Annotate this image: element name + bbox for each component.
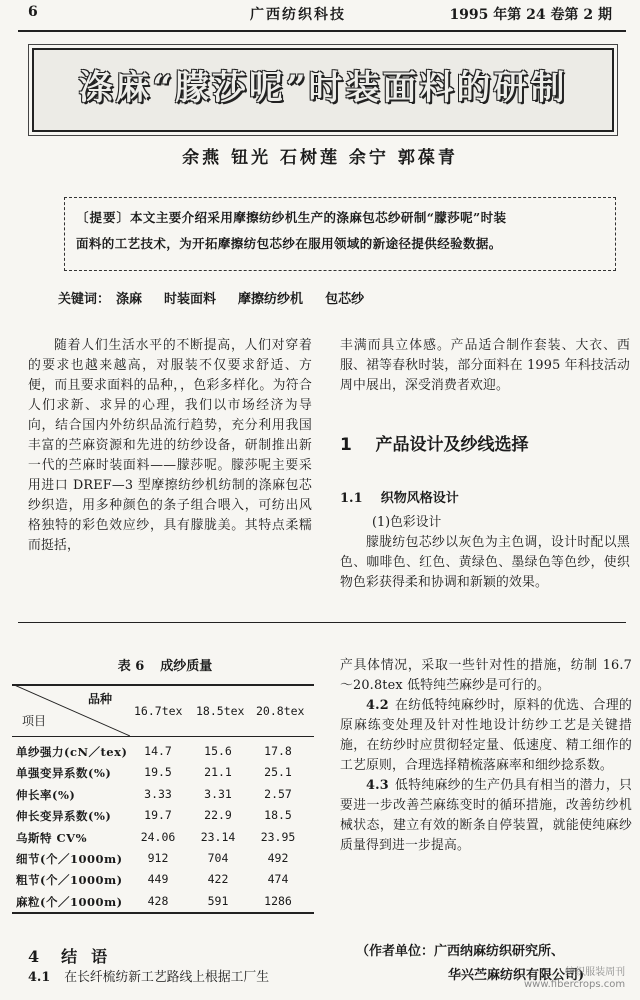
keyword: 时装面料 (164, 292, 217, 307)
table-cell: 22.9 (204, 808, 232, 823)
intro-column (28, 336, 312, 556)
color-design-text: 朦胧纺包芯纱以灰色为主色调，设计时配以黑色、咖啡色、红色、黄绿色、墨绿色等色纱，使织物色彩获得柔和协调和新颖的效果。 (340, 535, 630, 590)
table-cell: 3.31 (204, 786, 232, 801)
item-4-3-text: 低特纯麻纱的生产仍具有相当的潜力，只要进一步改善苎麻练变时的循环措施，改善纺纱机械状态，建立有效的断条自停装置，就能使纯麻纱质量得到进一步提高。 (340, 778, 632, 853)
article-title: 涤麻“朦莎呢”时装面料的研制 (78, 68, 568, 108)
table-cell: 18.5 (264, 808, 292, 823)
conclusion-column (340, 656, 632, 856)
table-column-header: 20.8tex (256, 704, 305, 718)
table-cell: 14.7 (144, 744, 172, 758)
table-header-variety: 品种 (88, 692, 113, 706)
keyword: 包芯纱 (325, 292, 365, 307)
section-4-title: 结语 (61, 947, 122, 966)
table-row (12, 763, 314, 784)
color-design-body (340, 533, 630, 593)
item-4-2-text: 在纺低特纯麻纱时，原料的优选、合理的原麻练变处理及针对性地设计纺纱工艺是关键措施，在纺纱时应贯彻轻定量、低速度、精工细作的工艺原则，合理选择精梳落麻率和细纱捻系数。 (340, 698, 632, 773)
section-1-1-subheading: (1)色彩设计 (372, 515, 442, 530)
intro-continuation (340, 336, 630, 396)
table-cell: 1286 (264, 893, 292, 908)
table-title: 成纱质量 (160, 659, 213, 674)
table-row (12, 828, 314, 849)
table-cell: 19.5 (144, 765, 172, 780)
table-caption (20, 655, 310, 674)
table-cell: 474 (267, 872, 289, 887)
item-4-1-text: 在长纤梳纺新工艺路线上根据工厂生 (64, 970, 270, 985)
abstract-line-2: 面料的工艺技术，为开拓摩擦纺包芯纱在服用领域的新途径提供经验数据。 (76, 236, 502, 251)
table-row (12, 870, 314, 891)
abstract (76, 205, 606, 257)
table-row-label: 单强变异系数(%) (16, 766, 112, 781)
table-cell: 449 (147, 872, 169, 887)
table-row-label: 粗节(个／1000m) (16, 873, 123, 888)
keyword: 摩擦纺纱机 (238, 292, 304, 307)
watermark (524, 967, 625, 991)
watermark-line-2: www.fibercrops.com (524, 979, 626, 990)
table-column-header: 18.5tex (196, 704, 245, 718)
table-cell: 2.57 (264, 786, 292, 801)
table-row-label: 单纱强力(cN／tex) (16, 745, 128, 759)
item-4-1-number: 4.1 (28, 970, 51, 985)
table-row (12, 849, 314, 870)
page-number: 6 (28, 4, 38, 20)
abstract-line-1: 本文主要介绍采用摩擦纺纱机生产的涤麻包芯纱研制“朦莎呢”时装 (130, 210, 507, 225)
issue-info: 1995 年第 24 卷第 2 期 (449, 7, 612, 23)
intro-continuation-text: 丰满而具立体感。产品适合制作套装、大衣、西服、裙等春秋时装，部分面料在 1995 年科技活动周中展出，深受消费者欢迎。 (340, 338, 630, 393)
table-row-label: 伸长率(%) (16, 787, 76, 802)
item-4-1 (28, 968, 318, 988)
author-affiliation-line-1: （作者单位：广西纳麻纺织研究所、 (356, 944, 565, 959)
table-cell: 23.95 (260, 829, 296, 844)
table-row (12, 785, 314, 806)
table-cell: 21.1 (204, 765, 232, 780)
item-4-1-continuation: 产具体情况，采取一些针对性的措施，纺制 16.7～20.8tex 低特纯苎麻纱是可行的。 (340, 658, 632, 693)
table-cell: 428 (147, 893, 169, 908)
table-cell: 912 (147, 851, 169, 865)
table-cell: 704 (207, 851, 229, 865)
authors: 余燕 钮光 石树莲 余宁 郭葆青 (182, 148, 458, 168)
table-cell: 422 (207, 872, 229, 887)
table-header-item: 项目 (22, 714, 47, 728)
table-row-label: 麻粒(个／1000m) (16, 894, 123, 909)
author-affiliation-line-2: 华兴苎麻纺织有限公司) (448, 968, 585, 983)
keyword: 涤麻 (116, 292, 143, 307)
table-bottom-rule (12, 912, 314, 914)
watermark-line-1: 纺织服装周刊 (565, 967, 626, 978)
table-cell: 15.6 (204, 744, 232, 758)
table-row (12, 742, 314, 763)
table-row (12, 806, 314, 827)
table-cell: 19.7 (144, 808, 172, 823)
section-1-1-heading: 1.1 织物风格设计 (340, 491, 459, 506)
intro-paragraph: 随着人们生活水平的不断提高，人们对穿着的要求也越来越高，对服装不仅要求舒适、方便，而且要求面料的品种，，色彩多样化。为符合人们求新、求异的心理，我们以市场经济为导向，结合国内外纺织品流行趋势，充分利用我国丰富的苎麻资源和先进的纺纱设备，研制推出新一代的苎麻时装面料——朦莎呢。朦莎呢主要采用进口 DREF—3 型摩擦纺纱机纺制的涤麻包芯纱织造，用多种颜色的条子组合喂入，可纺出风格独特的彩色效应纱，具有朦胧美。其特点柔糯而挺括， (28, 338, 312, 553)
item-4-2-number: 4.2 (366, 698, 389, 713)
table-cell: 25.1 (264, 765, 292, 780)
table-cell: 591 (207, 893, 229, 908)
table-row-label: 乌斯特 CV% (16, 830, 88, 845)
section-rule (18, 622, 626, 623)
item-4-3-number: 4.3 (366, 778, 389, 793)
header-rule (18, 30, 626, 32)
section-4-number: 4 (28, 947, 40, 966)
table-number: 表 6 (117, 659, 145, 674)
table-cell: 492 (267, 851, 289, 865)
abstract-label: 〔提要〕 (76, 210, 131, 225)
section-4-heading (28, 944, 121, 967)
table-cell: 3.33 (144, 786, 172, 801)
table-column-header: 16.7tex (134, 704, 183, 718)
table-row-label: 细节(个／1000m) (16, 852, 123, 866)
section-1-heading: 1 产品设计及纱线选择 (340, 435, 529, 455)
table-cell: 24.06 (140, 829, 176, 844)
table-cell: 23.14 (200, 829, 236, 844)
table-header-rule (12, 736, 314, 737)
journal-name: 广西纺织科技 (250, 7, 346, 23)
table-cell: 17.8 (264, 744, 292, 758)
keywords-label: 关键词： (58, 292, 111, 307)
table-row-label: 伸长变异系数(%) (16, 809, 112, 824)
table-row (12, 892, 314, 913)
keywords (58, 288, 386, 307)
